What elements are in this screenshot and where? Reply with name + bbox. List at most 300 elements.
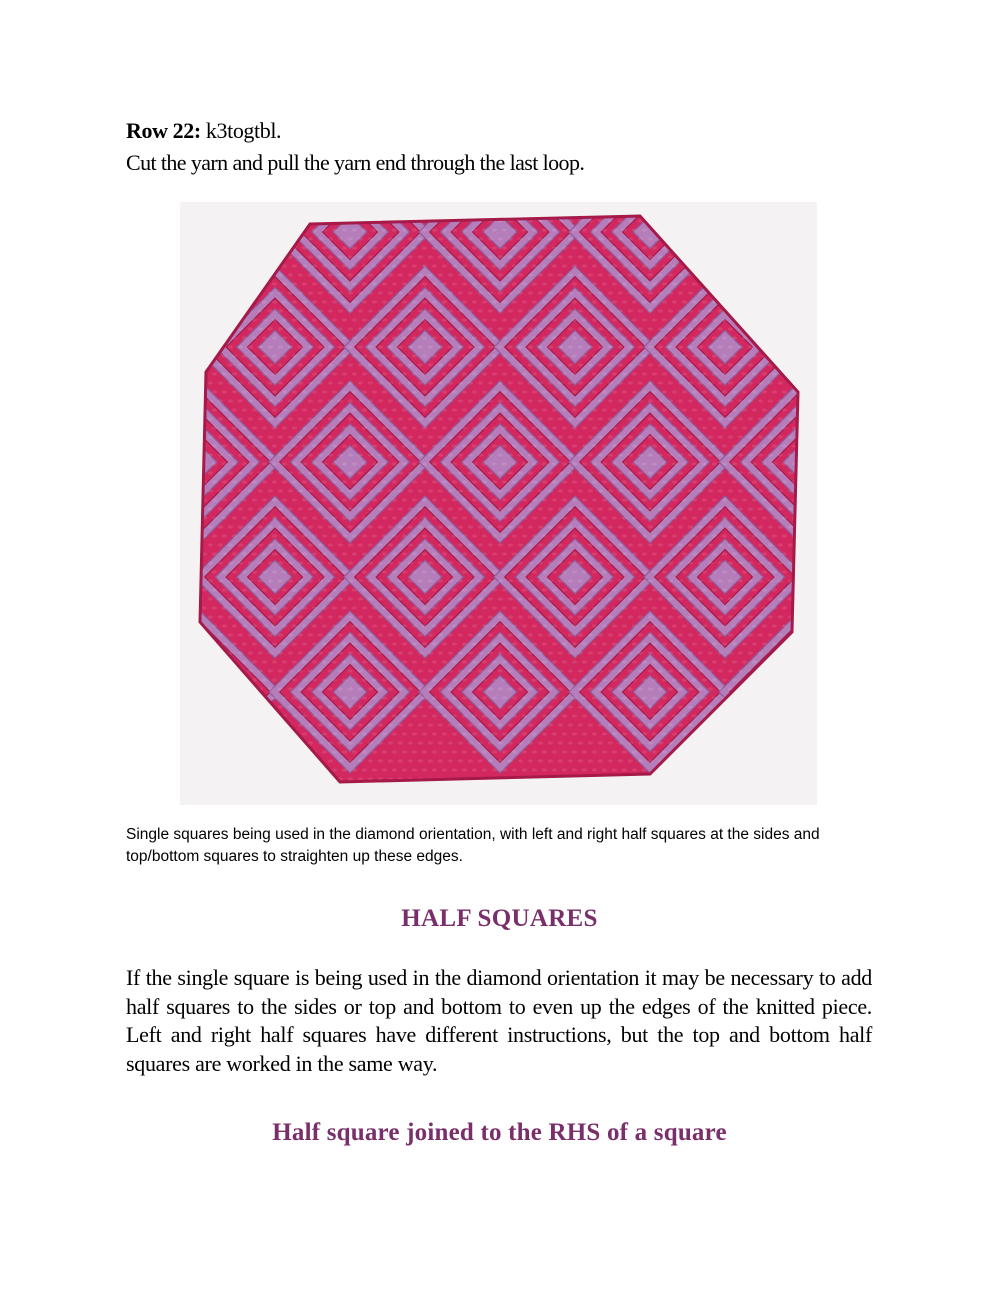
stitch-texture xyxy=(352,336,357,339)
stitch-texture xyxy=(438,507,443,510)
stitch-texture xyxy=(468,435,473,438)
stitch-texture xyxy=(632,318,637,321)
stitch-texture xyxy=(598,291,603,294)
stitch-texture xyxy=(522,336,527,339)
stitch-texture xyxy=(358,453,363,456)
stitch-texture xyxy=(482,282,487,285)
stitch-texture xyxy=(242,606,247,609)
stitch-texture xyxy=(362,660,367,663)
stitch-texture xyxy=(772,534,777,537)
stitch-texture xyxy=(518,705,523,708)
stitch-texture xyxy=(588,669,593,672)
stitch-texture xyxy=(708,489,713,492)
stitch-texture xyxy=(208,597,213,600)
stitch-texture xyxy=(658,273,663,276)
stitch-texture xyxy=(492,624,497,627)
stitch-texture xyxy=(518,579,523,582)
stitch-texture xyxy=(442,480,447,483)
stitch-texture xyxy=(422,462,427,465)
stitch-texture xyxy=(292,714,297,717)
stitch-texture xyxy=(532,516,537,519)
stitch-texture xyxy=(418,381,423,384)
stitch-texture xyxy=(228,579,233,582)
stitch-texture xyxy=(338,741,343,744)
stitch-texture xyxy=(298,327,303,330)
stitch-texture xyxy=(462,372,467,375)
stitch-texture xyxy=(382,444,387,447)
stitch-texture xyxy=(322,714,327,717)
stitch-texture xyxy=(678,615,683,618)
stitch-texture xyxy=(468,417,473,420)
stitch-texture xyxy=(718,363,723,366)
stitch-texture xyxy=(652,282,657,285)
stitch-texture xyxy=(498,237,503,240)
stitch-texture xyxy=(648,507,653,510)
stitch-texture xyxy=(442,426,447,429)
stitch-texture xyxy=(428,651,433,654)
stitch-texture xyxy=(448,525,453,528)
stitch-texture xyxy=(568,525,573,528)
stitch-texture xyxy=(562,678,567,681)
stitch-texture xyxy=(458,435,463,438)
stitch-texture xyxy=(518,633,523,636)
stitch-texture xyxy=(372,768,377,771)
stitch-texture xyxy=(698,543,703,546)
stitch-texture xyxy=(618,453,623,456)
stitch-texture xyxy=(442,444,447,447)
stitch-texture xyxy=(392,768,397,771)
stitch-texture xyxy=(322,606,327,609)
stitch-texture xyxy=(442,624,447,627)
stitch-texture xyxy=(528,489,533,492)
stitch-texture xyxy=(322,264,327,267)
stitch-texture xyxy=(548,417,553,420)
stitch-texture xyxy=(578,381,583,384)
stitch-texture xyxy=(778,561,783,564)
stitch-texture xyxy=(502,426,507,429)
stitch-texture xyxy=(398,669,403,672)
stitch-texture xyxy=(428,525,433,528)
stitch-texture xyxy=(608,507,613,510)
stitch-texture xyxy=(538,705,543,708)
stitch-texture xyxy=(592,696,597,699)
stitch-texture xyxy=(278,399,283,402)
stitch-texture xyxy=(432,408,437,411)
stitch-texture xyxy=(512,282,517,285)
stitch-texture xyxy=(268,345,273,348)
stitch-texture xyxy=(252,462,257,465)
stitch-texture xyxy=(278,291,283,294)
stitch-texture xyxy=(682,318,687,321)
stitch-texture xyxy=(738,597,743,600)
stitch-texture xyxy=(558,219,563,222)
stitch-texture xyxy=(532,714,537,717)
stitch-texture xyxy=(678,417,683,420)
stitch-texture xyxy=(368,597,373,600)
stitch-texture xyxy=(528,363,533,366)
stitch-texture xyxy=(392,750,397,753)
stitch-texture xyxy=(238,561,243,564)
stitch-texture xyxy=(788,543,793,546)
stitch-texture xyxy=(398,579,403,582)
stitch-texture xyxy=(408,363,413,366)
stitch-texture xyxy=(662,588,667,591)
stitch-texture xyxy=(612,606,617,609)
stitch-texture xyxy=(292,444,297,447)
stitch-texture xyxy=(612,228,617,231)
stitch-texture xyxy=(692,408,697,411)
stitch-texture xyxy=(428,669,433,672)
stitch-texture xyxy=(558,633,563,636)
stitch-texture xyxy=(242,552,247,555)
stitch-texture xyxy=(262,300,267,303)
stitch-texture xyxy=(208,453,213,456)
stitch-texture xyxy=(282,642,287,645)
stitch-texture xyxy=(732,678,737,681)
stitch-texture xyxy=(382,570,387,573)
stitch-texture xyxy=(762,516,767,519)
stitch-texture xyxy=(608,273,613,276)
stitch-texture xyxy=(688,651,693,654)
stitch-texture xyxy=(322,426,327,429)
stitch-texture xyxy=(728,363,733,366)
stitch-texture xyxy=(538,489,543,492)
stitch-texture xyxy=(572,498,577,501)
stitch-texture xyxy=(588,273,593,276)
stitch-texture xyxy=(352,246,357,249)
stitch-texture xyxy=(572,372,577,375)
stitch-texture xyxy=(608,417,613,420)
stitch-texture xyxy=(242,624,247,627)
stitch-texture xyxy=(332,480,337,483)
stitch-texture xyxy=(722,588,727,591)
stitch-texture xyxy=(472,552,477,555)
stitch-texture xyxy=(362,372,367,375)
stitch-texture xyxy=(322,372,327,375)
stitch-texture xyxy=(662,264,667,267)
stitch-texture xyxy=(238,399,243,402)
stitch-texture xyxy=(558,525,563,528)
stitch-texture xyxy=(698,525,703,528)
stitch-texture xyxy=(612,462,617,465)
stitch-texture xyxy=(762,624,767,627)
stitch-texture xyxy=(658,669,663,672)
stitch-texture xyxy=(562,372,567,375)
stitch-texture xyxy=(458,705,463,708)
stitch-texture xyxy=(288,687,293,690)
stitch-texture xyxy=(472,336,477,339)
stitch-texture xyxy=(258,597,263,600)
stitch-texture xyxy=(502,642,507,645)
stitch-texture xyxy=(348,291,353,294)
stitch-texture xyxy=(318,489,323,492)
stitch-texture xyxy=(332,408,337,411)
stitch-texture xyxy=(312,336,317,339)
stitch-texture xyxy=(552,678,557,681)
stitch-texture xyxy=(322,642,327,645)
stitch-texture xyxy=(368,327,373,330)
stitch-texture xyxy=(318,309,323,312)
stitch-texture xyxy=(548,507,553,510)
stitch-texture xyxy=(348,381,353,384)
stitch-texture xyxy=(688,345,693,348)
stitch-texture xyxy=(578,291,583,294)
stitch-texture xyxy=(292,570,297,573)
stitch-texture xyxy=(508,417,513,420)
stitch-texture xyxy=(318,399,323,402)
stitch-texture xyxy=(612,624,617,627)
stitch-texture xyxy=(512,750,517,753)
stitch-texture xyxy=(312,354,317,357)
stitch-texture xyxy=(592,498,597,501)
stitch-texture xyxy=(682,426,687,429)
stitch-texture xyxy=(488,237,493,240)
stitch-texture xyxy=(598,525,603,528)
stitch-texture xyxy=(432,750,437,753)
stitch-texture xyxy=(348,273,353,276)
stitch-texture xyxy=(408,417,413,420)
stitch-texture xyxy=(612,732,617,735)
stitch-texture xyxy=(418,579,423,582)
stitch-texture xyxy=(542,264,547,267)
stitch-texture xyxy=(318,723,323,726)
stitch-texture xyxy=(628,399,633,402)
stitch-texture xyxy=(238,615,243,618)
stitch-texture xyxy=(672,264,677,267)
stitch-texture xyxy=(758,399,763,402)
stitch-texture xyxy=(242,516,247,519)
stitch-texture xyxy=(282,624,287,627)
stitch-texture xyxy=(292,354,297,357)
stitch-texture xyxy=(622,444,627,447)
stitch-texture xyxy=(432,444,437,447)
stitch-texture xyxy=(442,228,447,231)
stitch-texture xyxy=(638,417,643,420)
stitch-texture xyxy=(582,768,587,771)
stitch-texture xyxy=(508,561,513,564)
stitch-texture xyxy=(632,588,637,591)
stitch-texture xyxy=(288,363,293,366)
stitch-texture xyxy=(512,300,517,303)
stitch-texture xyxy=(782,480,787,483)
stitch-texture xyxy=(492,408,497,411)
stitch-texture xyxy=(702,516,707,519)
stitch-texture xyxy=(492,480,497,483)
stitch-texture xyxy=(692,498,697,501)
stitch-texture xyxy=(298,435,303,438)
stitch-texture xyxy=(628,561,633,564)
stitch-texture xyxy=(392,552,397,555)
stitch-texture xyxy=(402,390,407,393)
stitch-texture xyxy=(672,732,677,735)
stitch-texture xyxy=(658,291,663,294)
stitch-texture xyxy=(508,579,513,582)
stitch-texture xyxy=(242,444,247,447)
stitch-texture xyxy=(542,246,547,249)
stitch-texture xyxy=(512,624,517,627)
stitch-texture xyxy=(318,453,323,456)
stitch-texture xyxy=(312,624,317,627)
stitch-texture xyxy=(358,237,363,240)
stitch-texture xyxy=(472,678,477,681)
stitch-texture xyxy=(482,750,487,753)
stitch-texture xyxy=(478,669,483,672)
stitch-texture xyxy=(302,642,307,645)
stitch-texture xyxy=(432,498,437,501)
stitch-texture xyxy=(352,480,357,483)
stitch-texture xyxy=(602,534,607,537)
stitch-texture xyxy=(288,669,293,672)
stitch-texture xyxy=(552,264,557,267)
stitch-texture xyxy=(652,246,657,249)
stitch-texture xyxy=(292,300,297,303)
stitch-texture xyxy=(522,624,527,627)
stitch-texture xyxy=(388,507,393,510)
stitch-texture xyxy=(628,255,633,258)
stitch-texture xyxy=(648,669,653,672)
stitch-texture xyxy=(662,408,667,411)
stitch-texture xyxy=(408,633,413,636)
stitch-texture xyxy=(548,561,553,564)
stitch-texture xyxy=(628,507,633,510)
stitch-texture xyxy=(352,624,357,627)
stitch-texture xyxy=(428,543,433,546)
stitch-texture xyxy=(748,381,753,384)
stitch-texture xyxy=(562,624,567,627)
stitch-texture xyxy=(598,471,603,474)
stitch-texture xyxy=(532,444,537,447)
stitch-texture xyxy=(408,255,413,258)
stitch-texture xyxy=(488,705,493,708)
stitch-texture xyxy=(628,705,633,708)
stitch-texture xyxy=(358,669,363,672)
stitch-texture xyxy=(668,597,673,600)
stitch-texture xyxy=(472,750,477,753)
stitch-texture xyxy=(528,327,533,330)
stitch-texture xyxy=(262,498,267,501)
stitch-texture xyxy=(648,525,653,528)
stitch-texture xyxy=(462,768,467,771)
stitch-texture xyxy=(602,462,607,465)
stitch-texture xyxy=(698,453,703,456)
stitch-texture xyxy=(338,417,343,420)
stitch-texture xyxy=(478,453,483,456)
stitch-texture xyxy=(658,633,663,636)
stitch-texture xyxy=(608,327,613,330)
stitch-texture xyxy=(562,696,567,699)
stitch-texture xyxy=(608,219,613,222)
stitch-texture xyxy=(622,300,627,303)
stitch-texture xyxy=(522,264,527,267)
stitch-texture xyxy=(648,705,653,708)
stitch-texture xyxy=(598,651,603,654)
stitch-texture xyxy=(632,246,637,249)
stitch-texture xyxy=(388,273,393,276)
stitch-texture xyxy=(412,570,417,573)
stitch-texture xyxy=(722,336,727,339)
stitch-texture xyxy=(338,561,343,564)
stitch-texture xyxy=(668,273,673,276)
stitch-texture xyxy=(348,723,353,726)
stitch-texture xyxy=(388,651,393,654)
stitch-texture xyxy=(488,615,493,618)
stitch-texture xyxy=(638,507,643,510)
stitch-texture xyxy=(422,264,427,267)
stitch-texture xyxy=(328,381,333,384)
stitch-texture xyxy=(352,660,357,663)
stitch-texture xyxy=(288,309,293,312)
stitch-texture xyxy=(258,399,263,402)
stitch-texture xyxy=(392,624,397,627)
stitch-texture xyxy=(418,651,423,654)
stitch-texture xyxy=(408,687,413,690)
stitch-texture xyxy=(382,552,387,555)
stitch-texture xyxy=(578,741,583,744)
stitch-texture xyxy=(288,435,293,438)
stitch-texture xyxy=(582,300,587,303)
stitch-texture xyxy=(712,336,717,339)
stitch-texture xyxy=(552,732,557,735)
stitch-texture xyxy=(412,318,417,321)
stitch-texture xyxy=(562,300,567,303)
stitch-texture xyxy=(638,741,643,744)
stitch-texture xyxy=(472,444,477,447)
stitch-texture xyxy=(552,336,557,339)
stitch-texture xyxy=(352,444,357,447)
stitch-texture xyxy=(232,354,237,357)
stitch-texture xyxy=(348,435,353,438)
stitch-texture xyxy=(228,453,233,456)
stitch-texture xyxy=(412,678,417,681)
stitch-texture xyxy=(252,534,257,537)
stitch-texture xyxy=(658,381,663,384)
stitch-texture xyxy=(498,471,503,474)
stitch-texture xyxy=(312,642,317,645)
stitch-texture xyxy=(368,453,373,456)
stitch-texture xyxy=(692,624,697,627)
stitch-texture xyxy=(378,705,383,708)
stitch-texture xyxy=(242,354,247,357)
stitch-texture xyxy=(662,516,667,519)
stitch-texture xyxy=(678,489,683,492)
stitch-texture xyxy=(302,660,307,663)
stitch-texture xyxy=(702,300,707,303)
stitch-texture xyxy=(268,309,273,312)
stitch-texture xyxy=(418,489,423,492)
stitch-texture xyxy=(372,264,377,267)
stitch-texture xyxy=(482,516,487,519)
stitch-texture xyxy=(252,354,257,357)
stitch-texture xyxy=(568,633,573,636)
stitch-texture xyxy=(328,579,333,582)
stitch-texture xyxy=(362,750,367,753)
stitch-texture xyxy=(622,516,627,519)
stitch-texture xyxy=(592,570,597,573)
stitch-texture xyxy=(352,462,357,465)
stitch-texture xyxy=(262,444,267,447)
stitch-texture xyxy=(618,741,623,744)
stitch-texture xyxy=(508,453,513,456)
stitch-texture xyxy=(418,291,423,294)
stitch-texture xyxy=(358,327,363,330)
stitch-texture xyxy=(618,669,623,672)
stitch-texture xyxy=(408,507,413,510)
stitch-texture xyxy=(438,669,443,672)
stitch-texture xyxy=(422,516,427,519)
stitch-texture xyxy=(378,237,383,240)
stitch-texture xyxy=(578,759,583,762)
stitch-texture xyxy=(282,372,287,375)
